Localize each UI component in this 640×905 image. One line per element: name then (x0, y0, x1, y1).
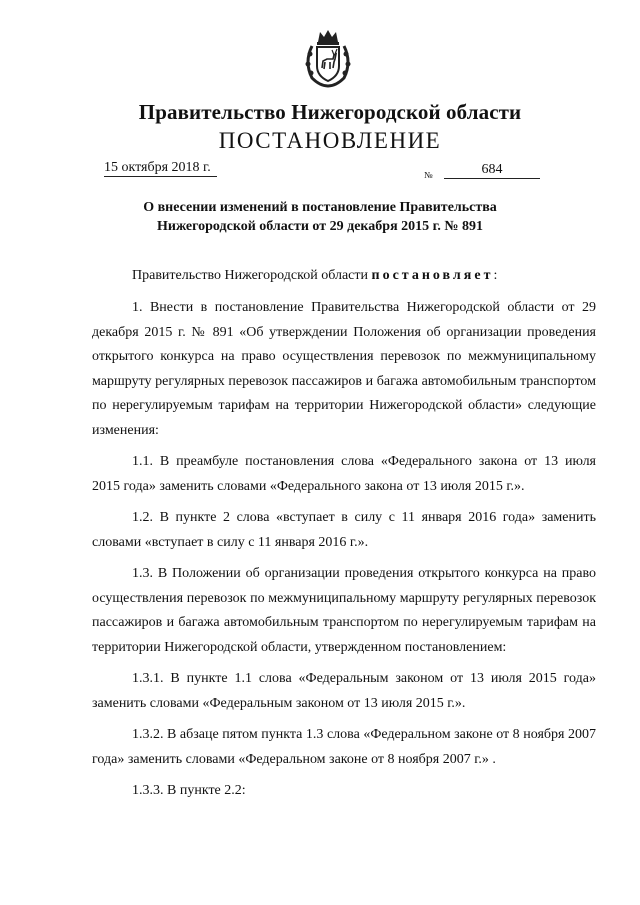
lead-end: : (493, 268, 498, 283)
paragraph-1: 1. Внести в постановление Правительства Нижегородской области от 29 декабря 2015 г. № 891 «Об утверждении Положения об организации проведения открытого конкурса на право осуществления перевозок по межмуниципальному маршруту регулярных перевозок пассажиров и багажа автомобильным транспортом по нерегулируемым тарифам на территории Нижегородской области» следующие изменения: (92, 300, 596, 438)
paragraph-1-1: 1.1. В преамбуле постановления слова «Федерального закона от 13 июля 2015 года» заменить словами «Федерального закона от 13 июля 2015 г.». (92, 454, 596, 494)
document-type: ПОСТАНОВЛЕНИЕ (218, 128, 442, 153)
subject-line-2: Нижегородской области от 29 декабря 2015 г. № 891 (157, 219, 483, 234)
subject-line-1: О внесении изменений в постановление Правительства (143, 200, 497, 215)
document-subject (100, 198, 540, 236)
coat-of-arms-icon (302, 28, 354, 88)
document-date: 15 октября 2018 г. (104, 160, 217, 177)
paragraph-1-3-1: 1.3.1. В пункте 1.1 слова «Федеральным законом от 13 июля 2015 года» заменить словами «Федеральным законом от 13 июля 2015 г.». (92, 671, 596, 711)
government-title: Правительство Нижегородской области (138, 100, 522, 124)
resolution-lead (92, 264, 596, 288)
paragraph-1-2: 1.2. В пункте 2 слова «вступает в силу с 11 января 2016 года» заменить словами «вступает в силу с 11 января 2016 г.». (92, 510, 596, 550)
document-body (92, 264, 596, 811)
resolves-word: постановляет (371, 268, 494, 283)
number-label: № (424, 170, 433, 180)
paragraph-1-3: 1.3. В Положении об организации проведения открытого конкурса на право осуществления перевозок по межмуниципальному маршруту регулярных перевозок пассажиров и багажа автомобильным транспортом по нерегулируемым тарифам на территории Нижегородской области, утвержденном постановлением: (92, 566, 596, 655)
lead-text: Правительство Нижегородской области (132, 268, 372, 283)
paragraph-1-3-3: 1.3.3. В пункте 2.2: (132, 783, 246, 798)
paragraph-1-3-2: 1.3.2. В абзаце пятом пункта 1.3 слова «Федеральном законе от 8 ноября 2007 года» заменить словами «Федеральном законе от 8 ноября 2007 г.» . (92, 727, 596, 767)
document-number: 684 (444, 162, 540, 179)
